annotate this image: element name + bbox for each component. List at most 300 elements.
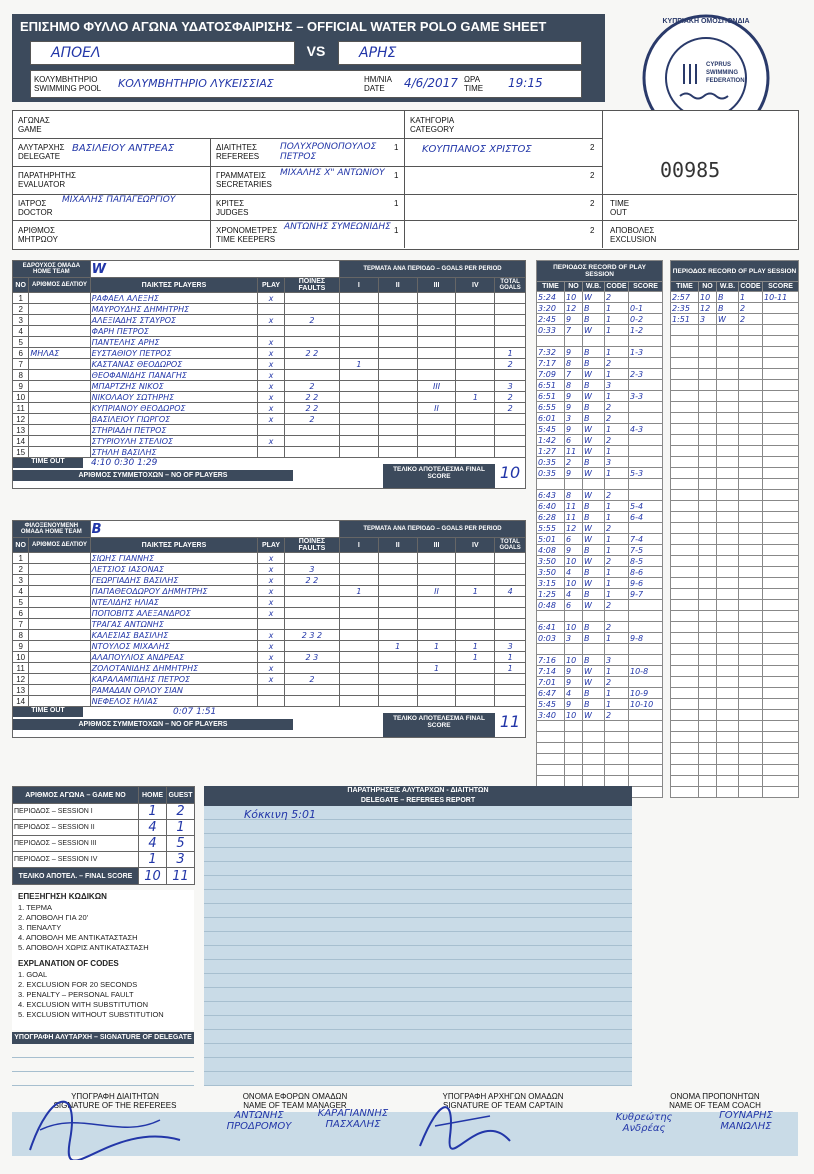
record2-cell[interactable] [699,578,717,589]
record1-cell[interactable]: B [583,512,605,523]
record2-cell[interactable] [671,754,699,765]
record2-cell[interactable] [739,490,763,501]
record1-cell[interactable]: B [583,589,605,600]
record1-cell[interactable]: 2 [605,677,629,688]
record2-cell[interactable] [763,776,799,787]
home-cell-p3[interactable] [417,315,456,326]
record2-cell[interactable]: W [717,314,739,325]
record1-cell[interactable]: W [583,677,605,688]
record2-cell[interactable] [717,391,739,402]
record1-cell[interactable]: 2 [605,600,629,611]
guest-cell-name[interactable]: ΝΤΕΛΙΔΗΣ ΗΛΙΑΣ [90,597,258,608]
guest-cell-play[interactable] [258,696,285,707]
record2-cell[interactable] [763,765,799,776]
home-cell-play[interactable]: x [258,337,285,348]
home-cell-p4[interactable] [456,436,495,447]
record2-cell[interactable] [671,446,699,457]
guest-cell-faults[interactable]: 3 [284,564,339,575]
guest-cell-p1[interactable] [339,685,378,696]
home-cell-faults[interactable]: 2 [284,315,339,326]
record2-cell[interactable] [699,391,717,402]
record2-cell[interactable]: 1:51 [671,314,699,325]
guest-cell-name[interactable]: ΛΕΤΣΙΟΣ ΙΑΣΟΝΑΣ [90,564,258,575]
guest-cell-p4[interactable] [456,685,495,696]
record2-cell[interactable] [739,644,763,655]
record1-cell[interactable]: 6:47 [537,688,565,699]
record2-cell[interactable] [717,743,739,754]
home-cell-reg[interactable] [29,381,90,392]
record2-cell[interactable] [699,424,717,435]
record2-cell[interactable] [763,336,799,347]
record2-cell[interactable] [699,413,717,424]
record2-cell[interactable] [699,754,717,765]
home-cell-faults[interactable] [284,337,339,348]
record1-cell[interactable]: 1 [605,303,629,314]
record2-cell[interactable] [717,633,739,644]
home-cell-p3[interactable]: II [417,403,456,414]
record1-cell[interactable] [583,743,605,754]
record2-cell[interactable] [763,688,799,699]
record1-cell[interactable]: 1-3 [629,347,663,358]
record2-cell[interactable] [739,776,763,787]
record2-cell[interactable] [717,468,739,479]
record2-cell[interactable] [739,589,763,600]
record1-cell[interactable]: 8-6 [629,567,663,578]
guest-final-score[interactable]: 11 [499,712,521,731]
record2-cell[interactable] [739,765,763,776]
record1-cell[interactable]: 1 [605,512,629,523]
record1-cell[interactable]: W [583,556,605,567]
home-cell-p2[interactable] [378,370,417,381]
record2-cell[interactable] [717,534,739,545]
home-cell-reg[interactable] [29,403,90,414]
record1-cell[interactable]: W [583,490,605,501]
guest-cell-play[interactable]: x [258,641,285,652]
record2-cell[interactable] [717,644,739,655]
home-cell-name[interactable]: ΑΛΕΞΙΑΔΗΣ ΣΤΑΥΡΟΣ [90,315,258,326]
record2-cell[interactable] [699,589,717,600]
record2-cell[interactable] [699,776,717,787]
record1-cell[interactable]: 10 [565,622,583,633]
home-cell-p2[interactable] [378,381,417,392]
record1-cell[interactable]: 8 [565,358,583,369]
record2-cell[interactable] [763,358,799,369]
referee2-value[interactable]: ΚΟΥΠΠΑΝΟΣ ΧΡΙΣΤΟΣ [422,144,532,155]
home-cell-total[interactable] [495,293,526,304]
record1-cell[interactable]: 1 [605,391,629,402]
home-cell-p3[interactable] [417,414,456,425]
home-cell-faults[interactable] [284,425,339,436]
home-cell-p4[interactable] [456,326,495,337]
record2-cell[interactable] [739,446,763,457]
guest-cell-p1[interactable] [339,597,378,608]
guest-cell-p1[interactable] [339,630,378,641]
record2-cell[interactable] [671,589,699,600]
guest-cell-reg[interactable] [29,630,90,641]
guest-cell-p1[interactable] [339,641,378,652]
home-cell-name[interactable]: ΚΥΠΡΙΑΝΟΥ ΘΕΟΔΩΡΟΣ [90,403,258,414]
record2-cell[interactable] [739,336,763,347]
record2-cell[interactable] [699,479,717,490]
record1-cell[interactable] [565,611,583,622]
record2-cell[interactable] [671,391,699,402]
record2-cell[interactable] [671,413,699,424]
home-cell-p2[interactable] [378,414,417,425]
record1-cell[interactable]: 6:40 [537,501,565,512]
home-cell-play[interactable] [258,326,285,337]
record1-cell[interactable]: 1 [605,578,629,589]
guest-cell-p2[interactable] [378,564,417,575]
guest-cell-p1[interactable] [339,663,378,674]
guest-cell-p4[interactable] [456,564,495,575]
record1-cell[interactable] [629,435,663,446]
record1-cell[interactable] [605,765,629,776]
record2-cell[interactable] [699,545,717,556]
record2-cell[interactable] [763,314,799,325]
record2-cell[interactable] [763,413,799,424]
record1-cell[interactable]: 2 [605,622,629,633]
guest-cell-name[interactable]: ΖΟΛΟΤΑΝΙΔΗΣ ΔΗΜΗΤΡΗΣ [90,663,258,674]
guest-cell-faults[interactable]: 2 2 [284,575,339,586]
record1-cell[interactable]: 7-5 [629,545,663,556]
record2-cell[interactable] [717,721,739,732]
home-cell-play[interactable] [258,447,285,458]
record1-cell[interactable]: 12 [565,303,583,314]
record2-cell[interactable] [699,655,717,666]
record2-cell[interactable] [739,611,763,622]
record1-cell[interactable]: 3 [605,655,629,666]
home-cell-reg[interactable] [29,436,90,447]
record2-cell[interactable] [717,710,739,721]
record2-cell[interactable] [671,501,699,512]
record1-cell[interactable] [565,644,583,655]
guest-cell-p3[interactable] [417,674,456,685]
home-cell-p4[interactable] [456,359,495,370]
record1-cell[interactable]: 1:42 [537,435,565,446]
record2-cell[interactable] [739,699,763,710]
record2-cell[interactable] [671,699,699,710]
record1-cell[interactable] [537,479,565,490]
record1-cell[interactable]: 2:45 [537,314,565,325]
record1-cell[interactable]: 0:33 [537,325,565,336]
record2-cell[interactable] [739,578,763,589]
record1-cell[interactable]: 1-2 [629,325,663,336]
record1-cell[interactable] [629,622,663,633]
record2-cell[interactable] [763,303,799,314]
guest-cell-p1[interactable] [339,619,378,630]
home-cell-p3[interactable] [417,359,456,370]
record2-cell[interactable] [671,787,699,798]
record2-cell[interactable] [717,457,739,468]
home-cell-p3[interactable] [417,392,456,403]
home-cell-name[interactable]: ΝΙΚΟΛΑΟΥ ΣΩΤΗΡΗΣ [90,392,258,403]
record1-cell[interactable]: 1:25 [537,589,565,600]
guest-cell-reg[interactable] [29,674,90,685]
guest-cell-reg[interactable] [29,641,90,652]
record2-cell[interactable] [717,490,739,501]
guest-cell-total[interactable]: 1 [495,652,526,663]
record2-cell[interactable] [763,578,799,589]
record2-cell[interactable] [739,655,763,666]
record1-cell[interactable]: W [583,468,605,479]
record1-cell[interactable] [565,732,583,743]
record1-cell[interactable]: 6:51 [537,391,565,402]
record2-cell[interactable] [717,578,739,589]
record2-cell[interactable] [739,688,763,699]
guest-cell-p4[interactable] [456,630,495,641]
time-value[interactable]: 19:15 [508,76,543,90]
guest-cell-reg[interactable] [29,619,90,630]
record1-cell[interactable]: 11 [565,446,583,457]
record2-cell[interactable] [699,710,717,721]
record1-cell[interactable]: B [583,380,605,391]
record1-cell[interactable] [605,754,629,765]
record2-cell[interactable] [763,468,799,479]
record2-cell[interactable] [671,369,699,380]
home-cell-p2[interactable] [378,447,417,458]
home-cell-play[interactable]: x [258,315,285,326]
home-cell-p1[interactable] [339,381,378,392]
record1-cell[interactable] [629,380,663,391]
record2-cell[interactable] [699,699,717,710]
record1-cell[interactable]: 6:43 [537,490,565,501]
record2-cell[interactable] [717,666,739,677]
record2-cell[interactable] [763,446,799,457]
home-cell-reg[interactable] [29,293,90,304]
record1-cell[interactable] [629,677,663,688]
guest-cell-p2[interactable] [378,630,417,641]
record1-cell[interactable]: W [583,435,605,446]
home-cell-reg[interactable] [29,337,90,348]
date-value[interactable]: 4/6/2017 [404,76,458,90]
record1-cell[interactable]: 7:14 [537,666,565,677]
guest-cell-p1[interactable]: 1 [339,586,378,597]
guest-cell-total[interactable] [495,553,526,564]
guest-cell-p3[interactable]: 1 [417,663,456,674]
guest-cell-p4[interactable] [456,663,495,674]
record1-cell[interactable]: 1 [605,567,629,578]
home-cell-name[interactable]: ΚΑΣΤΑΝΑΣ ΘΕΟΔΩΡΟΣ [90,359,258,370]
record1-cell[interactable]: 6 [565,435,583,446]
record1-cell[interactable]: 7:32 [537,347,565,358]
home-cell-name[interactable]: ΣΤΗΡΙΑΔΗ ΠΕΤΡΟΣ [90,425,258,436]
home-cell-p3[interactable] [417,293,456,304]
record1-cell[interactable]: 6:01 [537,413,565,424]
guest-cell-p3[interactable] [417,553,456,564]
guest-cell-reg[interactable] [29,608,90,619]
record2-cell[interactable] [699,336,717,347]
guest-cell-faults[interactable] [284,553,339,564]
home-cell-p1[interactable] [339,370,378,381]
record1-cell[interactable]: 9 [565,666,583,677]
guest-cell-faults[interactable]: 2 3 [284,652,339,663]
record1-cell[interactable] [583,776,605,787]
record2-cell[interactable] [671,435,699,446]
record1-cell[interactable]: 3:50 [537,567,565,578]
guest-cell-p1[interactable] [339,608,378,619]
record2-cell[interactable] [671,644,699,655]
home-cell-p1[interactable] [339,337,378,348]
referee1-value[interactable]: ΠΟΛΥΧΡΟΝΟΠΟΥΛΟΣ ΠΕΤΡΟΣ [280,142,377,162]
record2-cell[interactable] [739,556,763,567]
guest-cell-p3[interactable] [417,652,456,663]
record1-cell[interactable] [583,721,605,732]
record1-cell[interactable]: 2 [605,402,629,413]
record2-cell[interactable] [671,743,699,754]
record2-cell[interactable]: 3 [699,314,717,325]
guest-cell-name[interactable]: ΝΤΟΥΛΟΣ ΜΙΧΑΛΗΣ [90,641,258,652]
home-cell-faults[interactable] [284,304,339,315]
away-team-field[interactable]: ΑΡΗΣ [338,41,582,65]
guest-cell-play[interactable] [258,685,285,696]
home-cell-play[interactable]: x [258,359,285,370]
record1-cell[interactable]: 8 [565,490,583,501]
home-cell-faults[interactable] [284,447,339,458]
record1-cell[interactable]: 9 [565,314,583,325]
home-cell-p4[interactable] [456,337,495,348]
record1-cell[interactable]: 5:01 [537,534,565,545]
record1-cell[interactable]: 6 [565,600,583,611]
record2-cell[interactable] [671,380,699,391]
record2-cell[interactable] [699,633,717,644]
home-cell-name[interactable]: ΒΑΣΙΛΕΙΟΥ ΓΙΩΡΓΟΣ [90,414,258,425]
timekeepers-value[interactable]: ΑΝΤΩΝΗΣ ΣΥΜΕΩΝΙΔΗΣ [284,222,391,232]
record1-cell[interactable]: B [583,413,605,424]
record1-cell[interactable]: 9-8 [629,633,663,644]
record1-cell[interactable]: 5-4 [629,501,663,512]
guest-cell-play[interactable]: x [258,564,285,575]
record1-cell[interactable]: W [583,369,605,380]
home-cell-p3[interactable] [417,304,456,315]
record1-cell[interactable]: B [583,567,605,578]
home-cell-name[interactable]: ΦΑΡΗ ΠΕΤΡΟΣ [90,326,258,337]
home-cell-total[interactable] [495,315,526,326]
home-cell-name[interactable]: ΕΥΣΤΑΘΙΟΥ ΠΕΤΡΟΣ [90,348,258,359]
record2-cell[interactable] [717,776,739,787]
home-cell-p4[interactable] [456,403,495,414]
home-cell-p1[interactable] [339,447,378,458]
record2-cell[interactable] [717,501,739,512]
record2-cell[interactable] [671,347,699,358]
record1-cell[interactable] [629,754,663,765]
record2-cell[interactable] [671,633,699,644]
record1-cell[interactable]: 10 [565,655,583,666]
record2-cell[interactable] [699,402,717,413]
summary-cell-h[interactable]: 4 [139,836,167,852]
record1-cell[interactable] [565,479,583,490]
record1-cell[interactable]: 0:48 [537,600,565,611]
record1-cell[interactable]: 5-3 [629,468,663,479]
record1-cell[interactable] [583,644,605,655]
record2-cell[interactable] [717,336,739,347]
home-cell-total[interactable]: 1 [495,348,526,359]
home-cell-reg[interactable] [29,392,90,403]
home-cell-total[interactable] [495,414,526,425]
record2-cell[interactable] [671,479,699,490]
record2-cell[interactable] [717,611,739,622]
record1-cell[interactable]: W [583,446,605,457]
home-cell-p4[interactable] [456,414,495,425]
record1-cell[interactable]: 1 [605,545,629,556]
record1-cell[interactable] [537,776,565,787]
record1-cell[interactable]: 6 [565,534,583,545]
home-cell-p2[interactable] [378,293,417,304]
record1-cell[interactable]: 1 [605,589,629,600]
guest-cell-name[interactable]: ΚΑΡΑΛΑΜΠΙΔΗΣ ΠΕΤΡΟΣ [90,674,258,685]
guest-cell-reg[interactable] [29,696,90,707]
record1-cell[interactable] [629,292,663,303]
guest-cell-play[interactable]: x [258,674,285,685]
record1-cell[interactable]: 9-6 [629,578,663,589]
guest-cell-p4[interactable]: 1 [456,586,495,597]
guest-cell-total[interactable] [495,575,526,586]
home-cell-p1[interactable] [339,436,378,447]
record2-cell[interactable] [699,468,717,479]
guest-cell-total[interactable] [495,608,526,619]
record2-cell[interactable] [763,622,799,633]
home-cell-faults[interactable]: 2 [284,381,339,392]
guest-cell-p3[interactable]: II [417,586,456,597]
record1-cell[interactable] [629,457,663,468]
record2-cell[interactable] [717,435,739,446]
home-cell-total[interactable]: 2 [495,392,526,403]
record1-cell[interactable]: 2-3 [629,369,663,380]
record2-cell[interactable] [671,578,699,589]
record1-cell[interactable] [583,336,605,347]
record1-cell[interactable]: 2 [605,710,629,721]
guest-cell-faults[interactable] [284,608,339,619]
record2-cell[interactable] [671,677,699,688]
record2-cell[interactable] [717,732,739,743]
record2-cell[interactable] [699,325,717,336]
record2-cell[interactable] [739,666,763,677]
guest-cell-reg[interactable] [29,685,90,696]
record1-cell[interactable]: W [583,666,605,677]
record2-cell[interactable] [739,754,763,765]
guest-cell-p3[interactable] [417,630,456,641]
record1-cell[interactable]: 1 [605,347,629,358]
record2-cell[interactable] [739,435,763,446]
guest-cell-p4[interactable] [456,674,495,685]
home-cell-total[interactable]: 3 [495,381,526,392]
record2-cell[interactable] [739,512,763,523]
record1-cell[interactable] [583,611,605,622]
record1-cell[interactable]: 3 [565,413,583,424]
guest-cell-name[interactable]: ΑΛΑΠΟΥΛΙΟΣ ΑΝΔΡΕΑΣ [90,652,258,663]
guest-cell-faults[interactable]: 2 [284,674,339,685]
home-cell-reg[interactable]: ΜΗΛΑΣ [29,348,90,359]
record2-cell[interactable] [717,523,739,534]
record2-cell[interactable] [671,721,699,732]
record2-cell[interactable] [717,556,739,567]
record2-cell[interactable] [763,710,799,721]
guest-cell-play[interactable]: x [258,597,285,608]
record1-cell[interactable]: 9 [565,699,583,710]
record1-cell[interactable]: 9 [565,391,583,402]
record2-cell[interactable] [739,358,763,369]
record2-cell[interactable] [717,512,739,523]
record1-cell[interactable]: 6-4 [629,512,663,523]
record2-cell[interactable] [717,677,739,688]
record1-cell[interactable]: 9 [565,468,583,479]
record1-cell[interactable] [565,743,583,754]
record1-cell[interactable]: 3 [605,457,629,468]
guest-cell-reg[interactable] [29,564,90,575]
record2-cell[interactable] [699,556,717,567]
record2-cell[interactable] [699,435,717,446]
guest-cell-name[interactable]: ΠΑΠΑΘΕΟΔΩΡΟΥ ΔΗΜΗΤΡΗΣ [90,586,258,597]
record1-cell[interactable]: 2 [605,435,629,446]
